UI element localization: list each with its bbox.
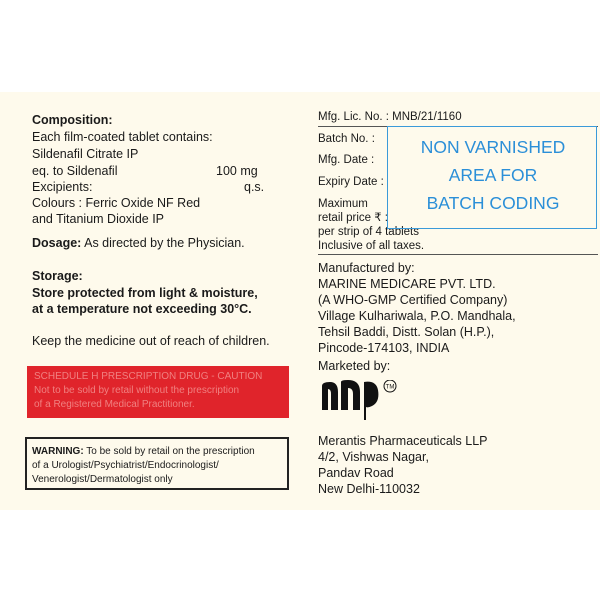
dosage-text: As directed by the Physician. — [84, 236, 245, 250]
expiry-date-label: Expiry Date : — [318, 176, 384, 188]
marketer-address: 4/2, Vishwas Nagar, — [318, 450, 429, 464]
manufacturer-name: MARINE MEDICARE PVT. LTD. — [318, 277, 496, 291]
manufacturer-address: Tehsil Baddi, Distt. Solan (H.P.), — [318, 325, 495, 339]
warning-line — [32, 445, 255, 458]
coding-line: AREA FOR — [448, 165, 538, 185]
composition-line: Sildenafil Citrate IP — [32, 147, 139, 161]
composition-line: Excipients: — [32, 180, 93, 194]
coding-line: BATCH CODING — [426, 193, 560, 213]
marketer-name: Merantis Pharmaceuticals LLP — [318, 434, 488, 448]
coding-line: NON VARNISHED — [420, 137, 566, 157]
warning-line: Venerologist/Dermatologist only — [32, 474, 173, 485]
warning-line: of a Urologist/Psychiatrist/Endocrinologist/ — [32, 460, 219, 471]
composition-value: 100 mg — [216, 164, 258, 178]
composition-line: Each film-coated tablet contains: — [32, 130, 213, 144]
manufacturer-cert: (A WHO-GMP Certified Company) — [318, 293, 508, 307]
marketer-address: New Delhi-110032 — [318, 482, 420, 496]
composition-heading: Composition: — [32, 113, 113, 127]
warning-label: WARNING: — [32, 446, 84, 457]
warning-box — [25, 437, 289, 490]
schedule-line: of a Registered Medical Practitioner. — [34, 399, 195, 410]
composition-line: eq. to Sildenafil — [32, 164, 118, 178]
manufacturer-address: Village Kulhariwala, P.O. Mandhala, — [318, 309, 516, 323]
storage-line: Store protected from light & moisture, — [32, 286, 258, 300]
inclusive-taxes-label: Inclusive of all taxes. — [318, 240, 425, 252]
merantis-logo-icon — [320, 380, 400, 424]
schedule-line: Not to be sold by retail without the prescription — [34, 385, 240, 396]
trademark-mark: TM — [385, 384, 395, 391]
batch-no-label: Batch No. : — [318, 133, 375, 145]
mfg-date-label: Mfg. Date : — [318, 154, 375, 166]
schedule-line: SCHEDULE H PRESCRIPTION DRUG - CAUTION — [34, 371, 263, 382]
max-retail-label: retail price ₹ : — [318, 212, 388, 224]
composition-line: and Titanium Dioxide IP — [32, 212, 165, 226]
composition-value: q.s. — [244, 180, 265, 194]
max-retail-label: Maximum — [318, 198, 368, 210]
warning-text: To be sold by retail on the prescription — [86, 446, 255, 457]
keep-out-text: Keep the medicine out of reach of children. — [32, 334, 270, 348]
manufacturer-address: Pincode-174103, INDIA — [318, 341, 450, 355]
marketer-address: Pandav Road — [318, 466, 394, 480]
dosage-label: Dosage: — [32, 236, 82, 250]
per-strip-label: per strip of 4 tablets — [318, 226, 419, 238]
storage-heading: Storage: — [32, 269, 83, 283]
marketed-by-heading: Marketed by: — [318, 359, 391, 373]
manufactured-by-heading: Manufactured by: — [318, 261, 415, 275]
mfg-lic-no: Mfg. Lic. No. : MNB/21/1160 — [318, 111, 462, 123]
composition-line: Colours : Ferric Oxide NF Red — [32, 196, 201, 210]
schedule-h-box — [27, 366, 289, 418]
storage-line: at a temperature not exceeding 30°C. — [32, 302, 252, 316]
batch-coding-area — [387, 126, 597, 229]
dosage-line — [32, 235, 245, 251]
divider — [318, 254, 598, 255]
